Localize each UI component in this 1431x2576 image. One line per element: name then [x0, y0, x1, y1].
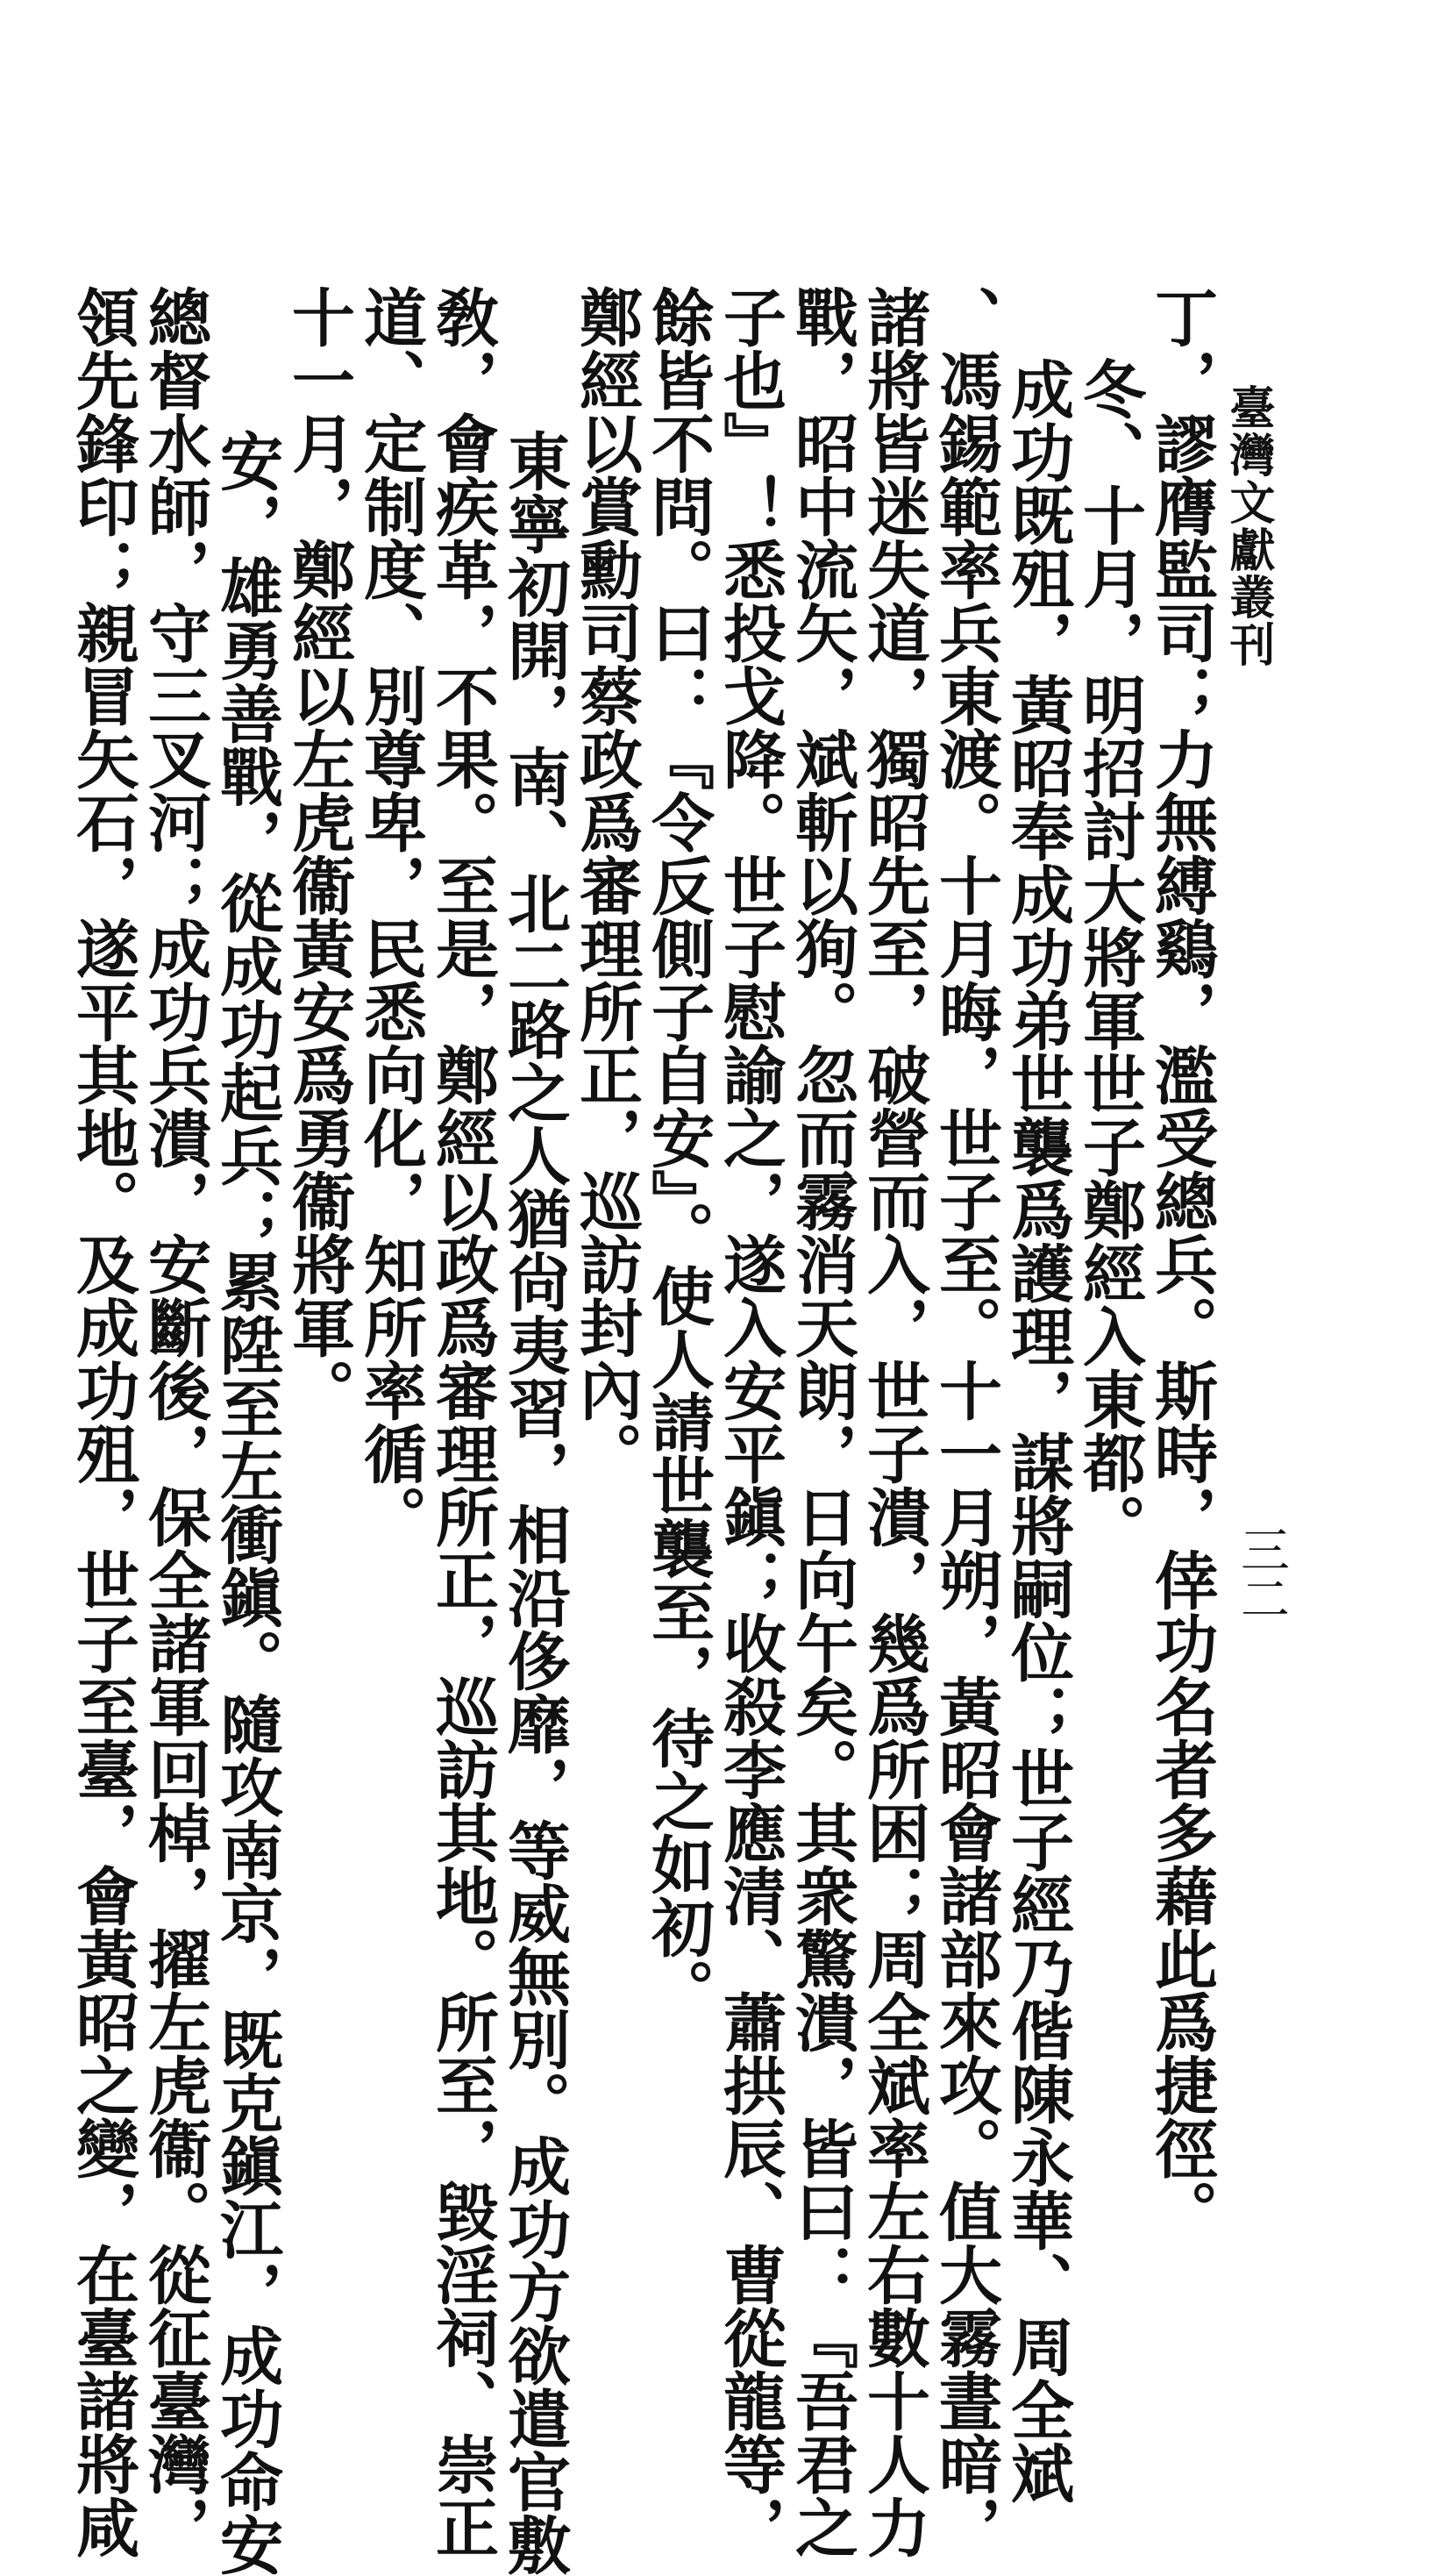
text-column: 丁，謬膺監司；力無縛鷄，濫受總兵。斯時，倖功名者多藉此爲捷徑。 [1144, 285, 1219, 2243]
text-column: 總督水師，守三叉河；成功兵潰，安斷後，保全諸軍回棹，擢左虎衞。從征臺灣， [138, 285, 212, 2558]
text-column: 、馮錫範率兵東渡。十月晦，世子至。十一月朔，黃昭會諸部來攻。值大霧晝暗， [929, 285, 1003, 2558]
text-column: 領先鋒印；親冒矢石，遂平其地。及成功殂，世子至臺，會黃昭之變，在臺諸將咸 [66, 285, 140, 2558]
text-column: 子也』！悉投戈降。世子慰諭之，遂入安平鎭；收殺李應清、蕭拱辰、曹從龍等， [713, 285, 787, 2558]
text-column: 東寧初開，南、北二路之人猶尙夷習，相沿侈靡，等威無別。成功方欲遣官敷 [497, 429, 572, 2576]
running-title: 臺灣文獻叢刊 [1221, 384, 1275, 668]
page-number: 三二 [1233, 1524, 1290, 1623]
text-column: 安，雄勇善戰，從成功起兵；累陞至左衝鎭。隨攻南京，既克鎭江，成功命安 [210, 429, 284, 2576]
text-column: 道、定制度、別尊卑，民悉向化，知所率循。 [353, 285, 428, 1548]
text-column: 諸將皆迷失道，獨昭先至，破營而入，世子潰，幾爲所困；周全斌率左右數十人力 [857, 285, 931, 2558]
vertical-body-text [66, 285, 1219, 2576]
text-column: 十一月，鄭經以左虎衞黃安爲勇衞將軍。 [281, 285, 356, 1422]
text-column: 鄭經以賞勳司蔡政爲審理所正，巡訪封內。 [569, 285, 644, 1485]
text-column: 餘皆不問。曰：『令反側子自安』。使人請世襲至，待之如初。 [641, 285, 716, 2022]
text-column: 敎，會疾革，不果。至是，鄭經以政爲審理所正，巡訪其地。所至，毀淫祠、崇正 [425, 285, 500, 2558]
text-column: 戰，昭中流矢，斌斬以狥。忽而霧消天朗，日向午矣。其衆驚潰，皆曰：『吾君之 [785, 285, 859, 2558]
text-column: 成功既殂，黃昭奉成功弟世襲爲護理，謀將嗣位；世子經乃偕陳永華、周全斌 [1000, 357, 1075, 2504]
text-column: 冬、十月，明招討大將軍世子鄭經入東都。 [1072, 357, 1147, 1557]
